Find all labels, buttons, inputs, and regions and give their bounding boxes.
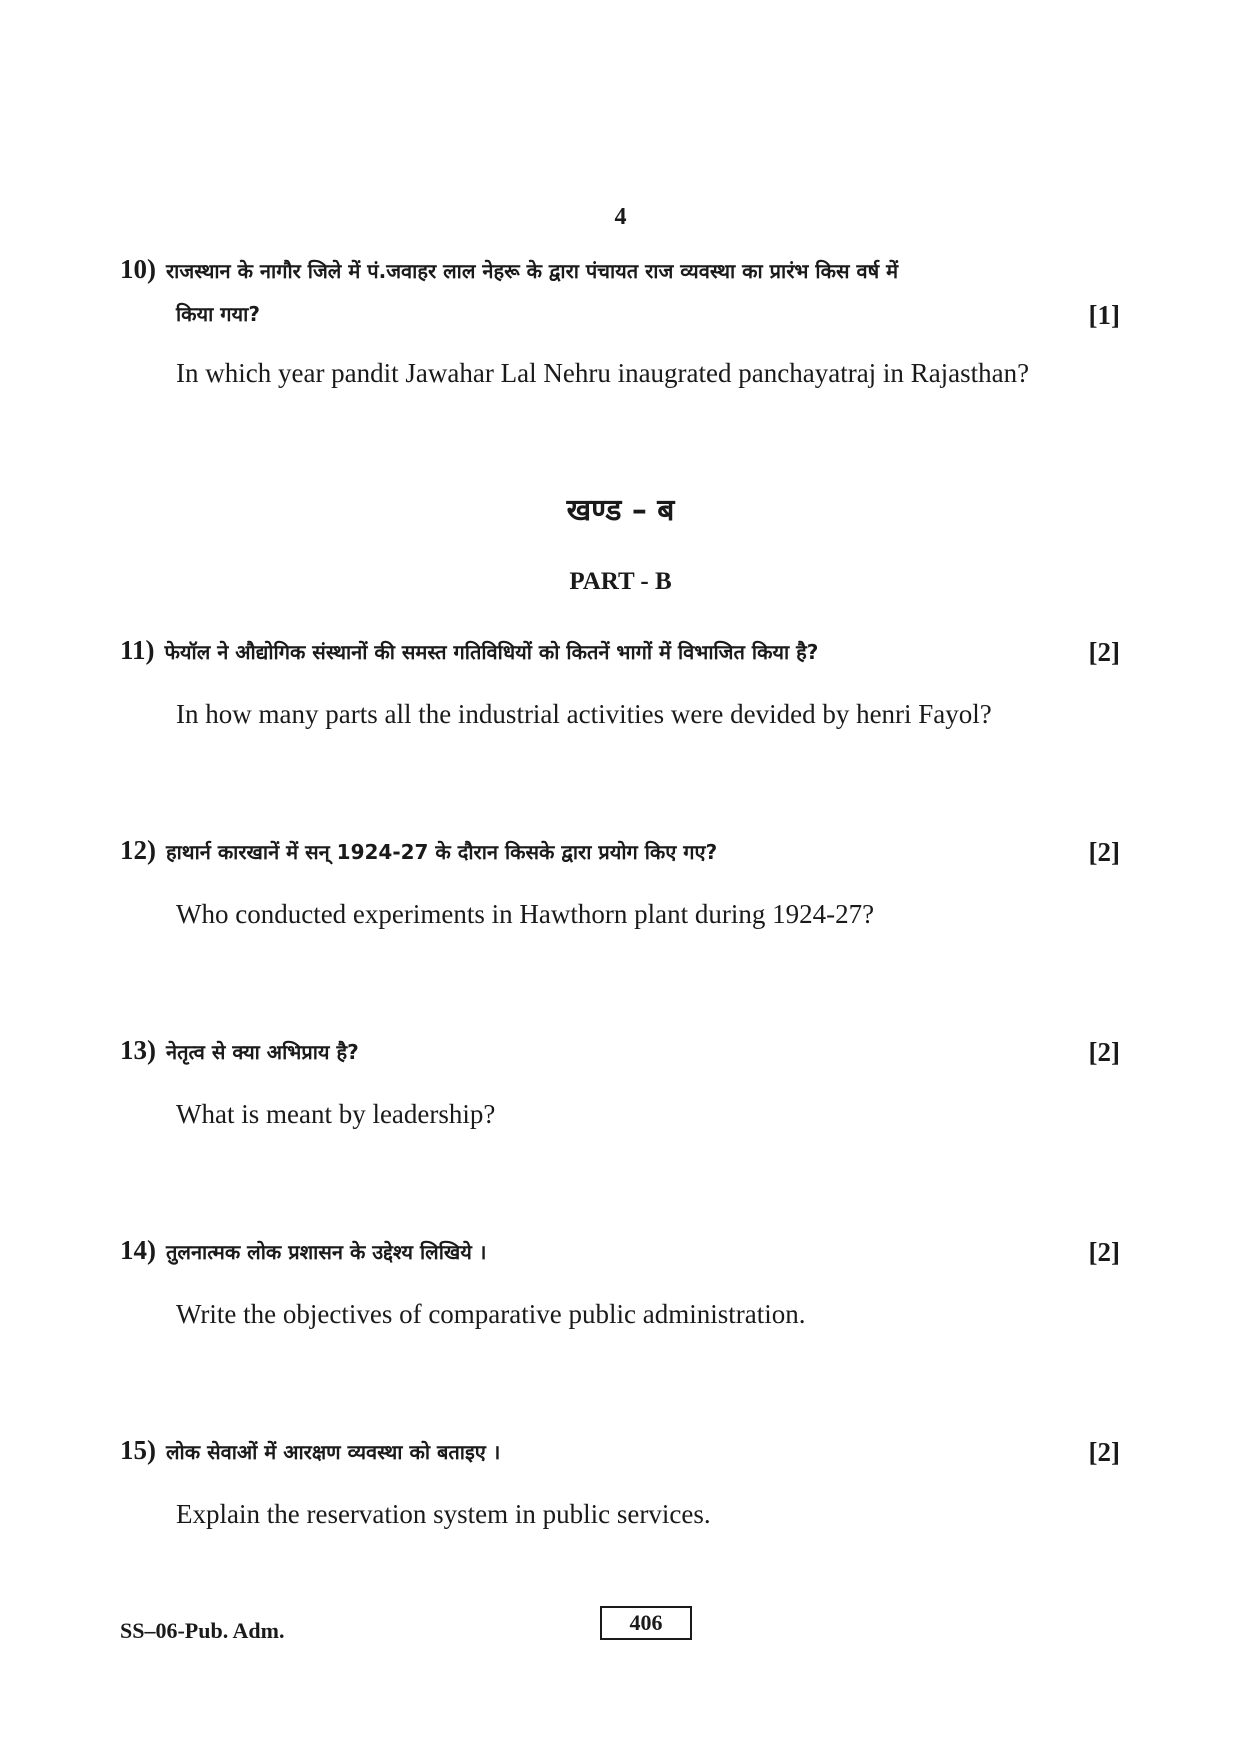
question-marks: [2] [1088, 1037, 1120, 1067]
question-number: 10) [120, 254, 156, 284]
question-marks: [2] [1088, 837, 1120, 867]
question-hindi-line1: राजस्थान के नागौर जिले में पं.जवाहर लाल नेहरू के द्वारा पंचायत राज व्यवस्था का प्रारंभ किस वर्ष में [166, 259, 899, 283]
question-hindi-line1: तुलनात्मक लोक प्रशासन के उद्देश्य लिखिये । [166, 1240, 487, 1264]
question-marks: [2] [1088, 1437, 1120, 1467]
question-number: 11) [120, 635, 155, 665]
question-hindi-text [120, 1227, 1120, 1275]
question-english-text: What is meant by leadership? [176, 1099, 496, 1129]
question-hindi-line1: फेयॉल ने औद्योगिक संस्थानों की समस्त गतिविधियों को कितनें भागों में विभाजित किया है? [164, 640, 819, 664]
question-hindi-line1: नेतृत्व से क्या अभिप्राय है? [166, 1040, 359, 1064]
question-hindi-continuation [120, 294, 1120, 334]
question-number: 12) [120, 835, 156, 865]
section-title-hindi: खण्ड – ब [566, 493, 675, 528]
question-english-text: Who conducted experiments in Hawthorn plant during 1924-27? [176, 899, 875, 929]
question-hindi-text [120, 627, 1120, 675]
question-number: 14) [120, 1235, 156, 1265]
question-hindi-text [120, 1027, 1120, 1075]
question-hindi-text [120, 1427, 1120, 1475]
question-15 [120, 1427, 1120, 1531]
question-13 [120, 1027, 1120, 1131]
paper-number-box: 406 [600, 1606, 692, 1640]
question-10 [120, 246, 1120, 390]
question-english-text: In which year pandit Jawahar Lal Nehru inaugrated panchayatraj in Rajasthan? [176, 358, 1030, 388]
question-hindi-line1: हाथार्न कारखानें में सन् 1924-27 के दौरान किसके द्वारा प्रयोग किए गए? [166, 840, 718, 864]
question-number: 13) [120, 1035, 156, 1065]
question-english-text: Write the objectives of comparative public administration. [176, 1299, 806, 1329]
question-hindi-line1: लोक सेवाओं में आरक्षण व्यवस्था को बताइए । [166, 1440, 501, 1464]
question-11 [120, 627, 1120, 731]
question-hindi-text [120, 827, 1120, 875]
question-english-text: Explain the reservation system in public services. [176, 1499, 711, 1529]
question-14 [120, 1227, 1120, 1331]
question-12 [120, 827, 1120, 931]
question-hindi-line2: किया गया? [176, 302, 260, 326]
page-number: 4 [614, 204, 627, 230]
question-number: 15) [120, 1435, 156, 1465]
question-marks: [2] [1088, 637, 1120, 667]
paper-code: SS–06-Pub. Adm. [120, 1618, 285, 1643]
question-marks: [1] [1088, 300, 1120, 330]
question-hindi-text [120, 246, 1120, 294]
section-title-english: PART - B [569, 568, 672, 595]
question-marks: [2] [1088, 1237, 1120, 1267]
question-english-text: In how many parts all the industrial activities were devided by henri Fayol? [176, 699, 992, 729]
